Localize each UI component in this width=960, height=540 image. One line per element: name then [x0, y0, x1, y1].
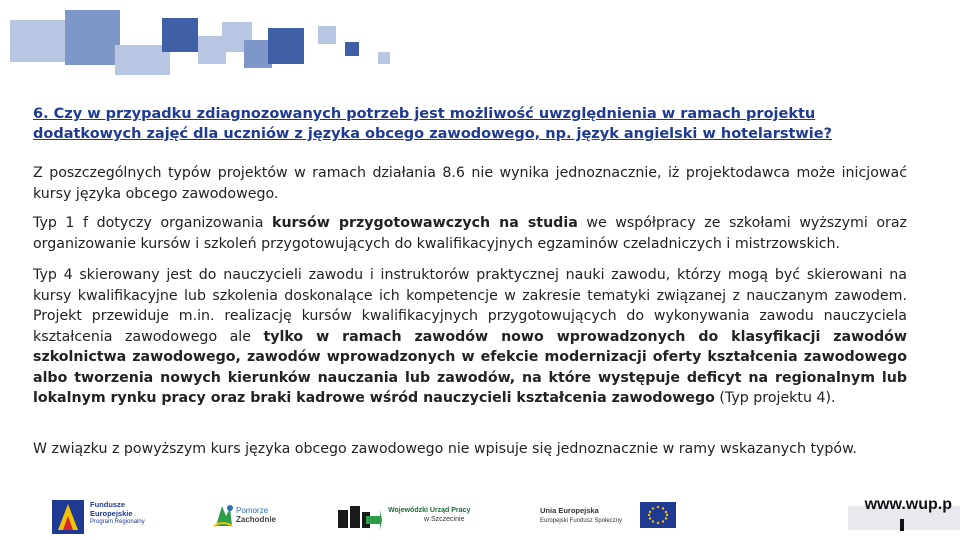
logo2-line2: Zachodnie — [236, 515, 277, 524]
paragraph-2-bold: kursów przygotowawczych na studia — [272, 215, 578, 231]
wup-icon — [336, 500, 382, 530]
logo2-line1: Pomorze — [236, 506, 269, 515]
fundusze-europejskie-logo — [52, 498, 162, 534]
paragraph-4: W związku z powyższym kurs języka obcego zawodowego nie wpisuje się jednoznacznie w ramy wskazanych typów. — [33, 441, 857, 457]
deco-square — [65, 10, 120, 65]
logo3-line2: w Szczecinie — [424, 516, 465, 523]
logo1-line1: Fundusze — [90, 500, 125, 509]
url-overflow-char — [900, 519, 904, 531]
logo3-line1: Wojewódzki Urząd Pracy — [388, 507, 471, 514]
logo1-line2: Europejskie — [90, 509, 133, 518]
paragraph-1: Z poszczególnych typów projektów w ramach działania 8.6 nie wynika jednoznacznie, iż projektodawca może inicjować kursy języka obcego zawodowego. — [33, 165, 907, 202]
wup-szczecin-logo — [336, 500, 486, 532]
deco-square — [162, 18, 198, 52]
website-url[interactable]: www.wup.p — [864, 496, 952, 513]
deco-square — [10, 20, 70, 62]
pomorze-zachodnie-logo — [212, 500, 282, 532]
paragraph-2-text-end: we współpracy ze szkołami wyższymi oraz organizowanie kursów i szkoleń przygotowujących do kwalifikacyjnych egzaminów czeladniczych i mistrzowskich. — [33, 215, 907, 252]
deco-square — [378, 52, 390, 64]
logo4-line1: Unia Europejska — [540, 506, 599, 515]
paragraph-3 — [33, 265, 907, 409]
logo1-line3: Program Regionalny — [90, 519, 145, 525]
deco-square — [318, 26, 336, 44]
eu-funds-icon — [52, 500, 84, 534]
slide-title: 6. Czy w przypadku zdiagnozowanych potrzeb jest możliwość uwzględnienia w ramach projektu dodatkowych zajęć dla uczniów z języka obcego zawodowego, np. język angielski w hotelarstwie? — [33, 106, 833, 142]
paragraph-3-bold: tylko w ramach zawodów nowo wprowadzonych do klasyfikacji zawodów szkolnictwa zawodowego, zawodów wprowadzonych w efekcie modernizacji oferty kształcenia zawodowego albo tworzenia nowych kierunków nauczania lub zawodów, na które występuje deficyt na regionalnym lub lokalnym rynku pracy oraz braki kadrowe wśród nauczycieli kształcenia zawodowego — [33, 328, 907, 406]
footer-logos — [0, 488, 960, 540]
deco-square — [268, 28, 304, 64]
pomorze-icon — [212, 502, 234, 528]
paragraph-3-text: Typ 4 skierowany jest do nauczycieli zawodu i instruktorów praktycznej nauki zawodu, którzy mogą być skierowani na kursy kwalifikacyjne lub szkolenia doskonalące ich kompetencje w zakresie tematyki związanej z nauczanym zawodem. Projekt przewiduje m.in. realizację kursów kwalifikacyjnych przygotowujących do wykonywania zawodu nauczyciela kształcenia zawodowego ale — [33, 267, 907, 345]
unia-europejska-logo — [540, 500, 680, 532]
logo4-line2: Europejski Fundusz Społeczny — [540, 518, 623, 524]
paragraph-2 — [33, 213, 907, 254]
deco-square — [345, 42, 359, 56]
paragraph-2-text: Typ 1 f dotyczy organizowania — [33, 215, 273, 231]
paragraph-3-text-end: (Typ projektu 4). — [714, 390, 836, 406]
eu-flag-icon — [640, 502, 676, 528]
